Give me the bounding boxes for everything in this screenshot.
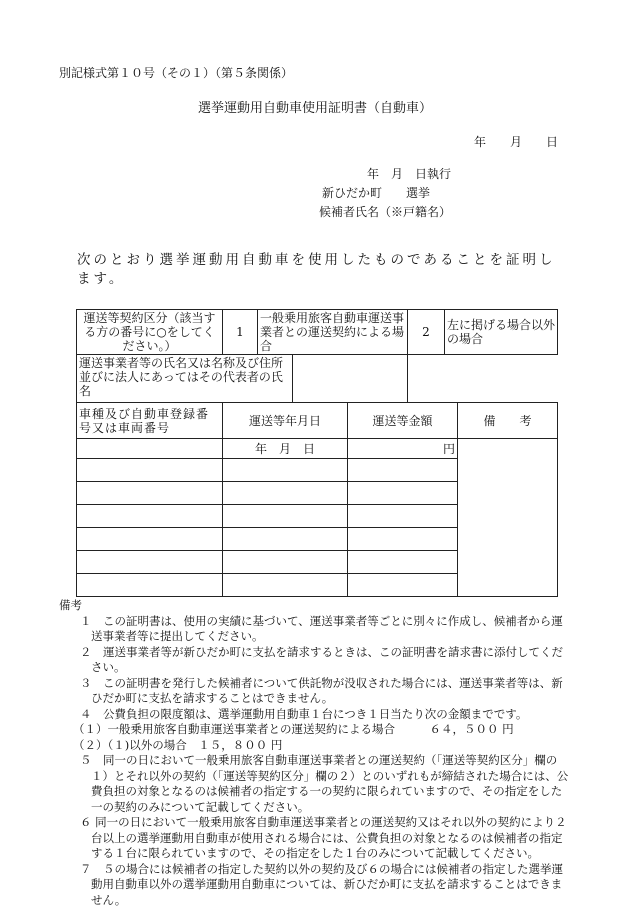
document-title: 選挙運動用自動車使用証明書（自動車）	[0, 97, 630, 116]
election-date-line: 年 月 日執行	[367, 165, 451, 182]
note-item: ４ 公費負担の限度額は、選挙運動用自動車１台につき１日当たり次の金額までです。	[73, 707, 573, 723]
vehicle-usage-table	[76, 309, 558, 403]
col-remarks-header: 備 考	[458, 403, 558, 439]
remarks-cell[interactable]	[458, 439, 558, 597]
date-cell[interactable]	[223, 574, 348, 597]
amount-cell[interactable]	[348, 551, 458, 574]
form-number: 別記様式第１０号（その１）（第５条関係）	[59, 64, 293, 81]
usage-records-table	[76, 402, 558, 597]
note-item: ７ ５の場合には候補者の指定した契約以外の契約及び６の場合には候補者の指定した選挙運動用自動車以外の選挙運動用自動車については、新ひだか町に支払を請求することはできません。	[73, 862, 573, 908]
operator-row	[77, 355, 408, 403]
amount-cell[interactable]	[348, 459, 458, 482]
vehicle-cell[interactable]	[77, 505, 223, 528]
vehicle-cell[interactable]	[77, 459, 223, 482]
date-cell[interactable]: 年 月 日	[223, 439, 348, 459]
election-name: 新ひだか町 選挙	[322, 184, 430, 201]
date-cell[interactable]	[223, 459, 348, 482]
contract-option-1-number[interactable]: 1	[223, 310, 258, 355]
note-item: ２ 運送事業者等が新ひだか町に支払を請求するときは、この証明書を請求書に添付してください。	[73, 645, 573, 676]
note-item: １ この証明書は、使用の実績に基づいて、運送事業者等ごとに別々に作成し、候補者から運送事業者等に提出してください。	[73, 614, 573, 645]
contract-type-label: 運送等契約区分（該当する方の番号に○をしてください。）	[77, 310, 223, 355]
vehicle-cell[interactable]	[77, 482, 223, 505]
amount-cell[interactable]	[348, 574, 458, 597]
note-item: ３ この証明書を発行した候補者について供託物が没収された場合には、運送事業者等は、新ひだか町に支払を請求することはできません。	[73, 676, 573, 707]
date-cell[interactable]	[223, 528, 348, 551]
operator-name-field[interactable]	[293, 355, 407, 402]
notes-heading: 備考	[59, 598, 573, 614]
date-cell[interactable]	[223, 551, 348, 574]
contract-option-2-text: 左に掲げる場合以外の場合	[445, 310, 558, 355]
col-vehicle-header: 車種及び自動車登録番号又は車両番号	[77, 403, 223, 439]
note-item: ６ 同一の日において一般乗用旅客自動車運送事業者との運送契約又はそれ以外の契約により２台以上の選挙運動用自動車が使用される場合には、公費負担の対象となるのは候補者の指定する１台に限られていますので、その指定をした１台のみについて記載してください。	[73, 815, 573, 862]
vehicle-cell[interactable]	[77, 528, 223, 551]
vehicle-cell[interactable]	[77, 574, 223, 597]
amount-cell[interactable]	[348, 482, 458, 505]
amount-cell[interactable]: 円	[348, 439, 458, 459]
candidate-name-label: 候補者氏名（※戸籍名）	[319, 203, 451, 220]
vehicle-cell[interactable]	[77, 551, 223, 574]
certification-statement: 次のとおり選挙運動用自動車を使用したものであることを証明します。	[77, 251, 557, 289]
note-item: ５ 同一の日において一般乗用旅客自動車運送事業者との運送契約（「運送等契約区分」欄の１）とそれ以外の契約（「運送等契約区分」欄の２）とのいずれもが締結された場合には、公費負担の対象となるのは候補者の指定する一の契約に限られていますので、その指定をした一の契約のみについて記載してください。	[73, 753, 573, 815]
contract-option-2-number[interactable]: 2	[408, 310, 445, 355]
col-amount-header: 運送等金額	[348, 403, 458, 439]
col-date-header: 運送等年月日	[223, 403, 348, 439]
contract-option-1-text: 一般乗用旅客自動車運送事業者との運送契約による場合	[258, 310, 408, 355]
date-cell[interactable]	[223, 505, 348, 528]
amount-cell[interactable]	[348, 528, 458, 551]
vehicle-cell[interactable]	[77, 439, 223, 459]
operator-label: 運送事業者等の氏名又は名称及び住所並びに法人にあってはその代表者の氏名	[77, 355, 293, 402]
note-subitem: （２）（１)以外の場合 １５，８００ 円	[73, 738, 573, 754]
amount-cell[interactable]	[348, 505, 458, 528]
notes-section	[59, 598, 573, 908]
note-subitem: （１）一般乗用旅客自動車運送事業者との運送契約による場合 ６４，５００ 円	[73, 722, 573, 738]
date-cell[interactable]	[223, 482, 348, 505]
issue-date-line: 年 月 日	[474, 133, 558, 150]
